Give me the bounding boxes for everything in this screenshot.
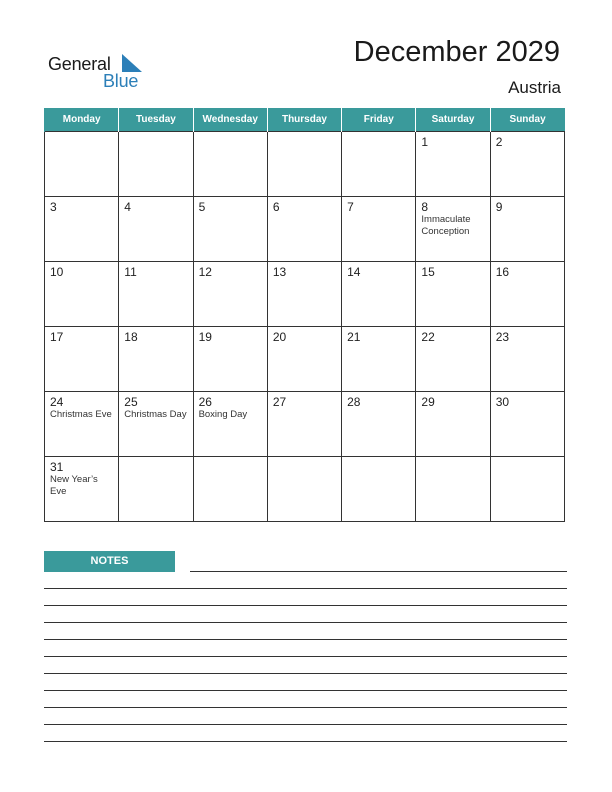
day-number: 15 [421, 265, 435, 279]
day-cell [416, 392, 490, 457]
holiday-label: Immaculate Conception [421, 214, 471, 237]
day-number: 20 [272, 330, 287, 344]
calendar-weeks [45, 132, 565, 522]
day-cell [119, 132, 193, 197]
week-row [45, 197, 565, 262]
day-cell [193, 327, 267, 392]
day-cell [119, 327, 193, 392]
day-number: 21 [347, 330, 361, 344]
day-number: 10 [50, 265, 64, 279]
day-number: 25 [124, 395, 138, 409]
note-line [190, 571, 567, 572]
day-number: 13 [272, 265, 287, 279]
day-number: 26 [198, 395, 212, 409]
note-line [44, 707, 567, 708]
day-number: 22 [421, 330, 435, 344]
day-cell [416, 457, 490, 522]
day-number: 18 [124, 330, 138, 344]
week-row [45, 392, 565, 457]
day-cell [193, 197, 267, 262]
day-number: 29 [421, 395, 435, 409]
day-cell [490, 327, 564, 392]
calendar-grid [44, 108, 565, 522]
day-cell [342, 197, 416, 262]
day-number: 3 [50, 200, 57, 214]
day-cell [416, 197, 490, 262]
note-line [44, 656, 567, 657]
day-number: 2 [495, 135, 503, 149]
day-number: 12 [198, 265, 212, 279]
day-number: 4 [124, 200, 131, 214]
note-line [44, 639, 567, 640]
day-number: 27 [272, 395, 287, 409]
day-cell [193, 132, 267, 197]
day-cell [342, 327, 416, 392]
week-row [45, 457, 565, 522]
note-line [44, 588, 567, 589]
day-number: 8 [421, 200, 429, 214]
day-cell [416, 327, 490, 392]
day-number: 16 [495, 265, 510, 279]
weekday-header: Monday [45, 108, 119, 132]
day-cell [342, 132, 416, 197]
weekday-header: Thursday [267, 108, 341, 132]
day-cell [45, 327, 119, 392]
day-number: 24 [50, 395, 64, 409]
day-cell [119, 392, 193, 457]
day-number: 31 [50, 460, 64, 474]
weekday-header: Wednesday [193, 108, 267, 132]
week-row [45, 132, 565, 197]
day-number: 7 [347, 200, 354, 214]
day-cell [490, 457, 564, 522]
day-cell [45, 197, 119, 262]
logo-triangle-icon [120, 54, 142, 72]
day-cell [342, 457, 416, 522]
holiday-label: Boxing Day [198, 409, 248, 420]
day-cell [267, 327, 341, 392]
day-cell [119, 197, 193, 262]
day-cell [490, 132, 564, 197]
weekday-header: Friday [342, 108, 416, 132]
day-cell [267, 392, 341, 457]
note-line [44, 724, 567, 725]
day-cell [416, 262, 490, 327]
notes-header: NOTES [44, 551, 175, 572]
weekday-header: Saturday [416, 108, 490, 132]
day-cell [490, 197, 564, 262]
day-cell [490, 262, 564, 327]
day-number: 1 [421, 135, 429, 149]
day-cell [119, 262, 193, 327]
day-cell [45, 392, 119, 457]
generalblue-logo [48, 52, 148, 92]
day-number: 17 [50, 330, 64, 344]
note-line [44, 690, 567, 691]
day-cell [45, 262, 119, 327]
day-number: 9 [495, 200, 503, 214]
week-row [45, 262, 565, 327]
weekday-header: Sunday [490, 108, 564, 132]
day-cell [45, 457, 119, 522]
day-number: 14 [347, 265, 361, 279]
note-line [44, 673, 567, 674]
day-number: 23 [495, 330, 510, 344]
calendar-title: December 2029 [353, 36, 560, 68]
holiday-label: Christmas Eve [50, 409, 112, 420]
day-cell [193, 457, 267, 522]
day-cell [267, 197, 341, 262]
day-cell [193, 392, 267, 457]
day-number: 28 [347, 395, 361, 409]
day-number: 19 [198, 330, 212, 344]
day-cell [342, 392, 416, 457]
day-cell [267, 457, 341, 522]
holiday-label: Christmas Day [124, 409, 187, 420]
day-number: 6 [272, 200, 280, 214]
day-cell [490, 392, 564, 457]
day-cell [416, 132, 490, 197]
day-cell [342, 262, 416, 327]
weekday-header: Tuesday [119, 108, 193, 132]
day-number: 30 [495, 395, 510, 409]
day-cell [193, 262, 267, 327]
note-line [44, 741, 567, 742]
week-row [45, 327, 565, 392]
country-label: Austria [508, 78, 561, 97]
day-cell [267, 262, 341, 327]
day-number: 5 [198, 200, 206, 214]
note-line [44, 622, 567, 623]
day-cell [45, 132, 119, 197]
day-number: 11 [124, 265, 137, 279]
day-cell [267, 132, 341, 197]
note-line [44, 605, 567, 606]
weekday-header-row [45, 108, 565, 132]
logo-blue-text: Blue [103, 71, 139, 91]
holiday-label: New Year’s Eve [50, 474, 98, 497]
logo-general-text: General [48, 54, 111, 74]
day-cell [119, 457, 193, 522]
